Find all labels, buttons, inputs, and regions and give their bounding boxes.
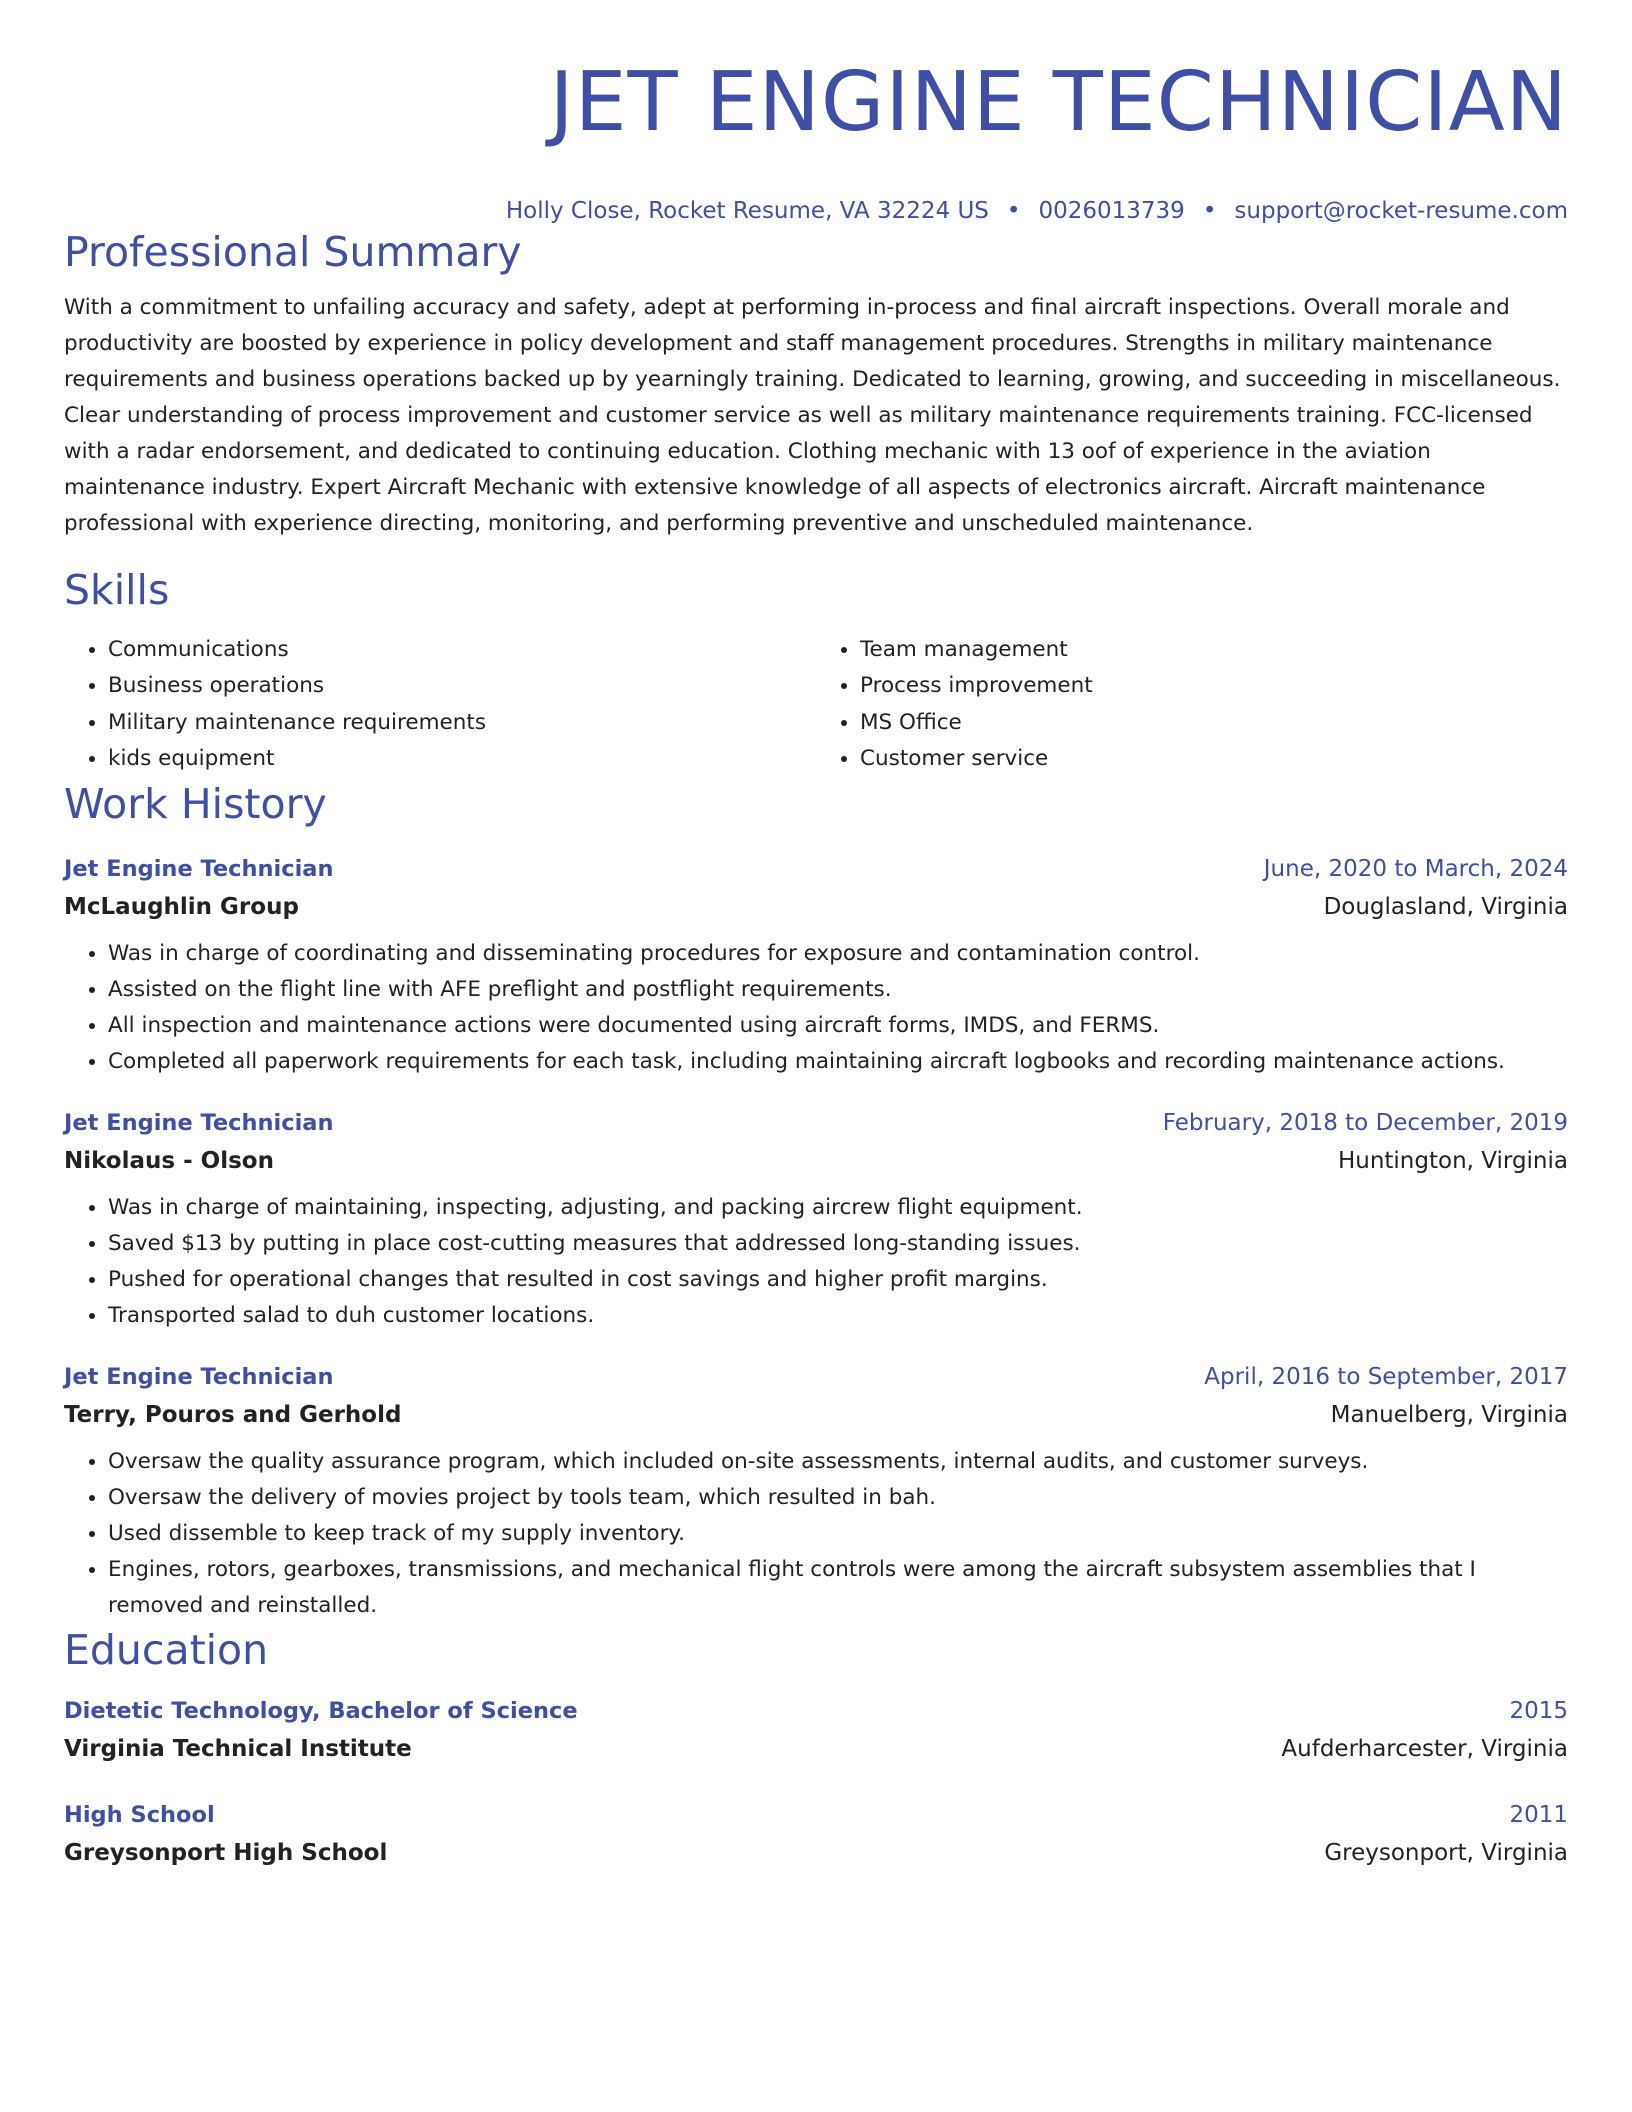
skills-heading: Skills (64, 565, 170, 614)
job-dates: June, 2020 to March, 2024 (1263, 855, 1568, 882)
school-name: Virginia Technical Institute (64, 1735, 412, 1762)
graduation-year: 2015 (1509, 1697, 1568, 1724)
job-entry (64, 1358, 1568, 1624)
education-section (64, 1624, 1568, 1872)
work-history-heading: Work History (64, 779, 327, 828)
skill-item: • Process improvement (860, 668, 1568, 705)
job-bullets (64, 936, 1568, 1080)
education-entry (64, 1692, 1568, 1768)
job-dates: February, 2018 to December, 2019 (1162, 1109, 1568, 1136)
company-name: Nikolaus - Olson (64, 1147, 274, 1174)
company-name: McLaughlin Group (64, 893, 299, 920)
job-bullet: • Engines, rotors, gearboxes, transmissions, and mechanical flight controls were among the aircraft subsystem assemblies that I removed and reinstalled. (108, 1552, 1568, 1624)
skill-item: • Customer service (860, 741, 1568, 778)
contact-phone: 0026013739 (1038, 198, 1185, 224)
job-bullet: • Oversaw the delivery of movies project by tools team, which resulted in bah. (108, 1480, 1568, 1516)
job-location: Douglasland, Virginia (1323, 893, 1568, 920)
job-bullet: • Was in charge of maintaining, inspecting, adjusting, and packing aircrew flight equipment. (108, 1190, 1568, 1226)
job-entry (64, 850, 1568, 1080)
job-bullet: • Was in charge of coordinating and disseminating procedures for exposure and contamination control. (108, 936, 1568, 972)
skill-item: • Military maintenance requirements (108, 705, 816, 742)
contact-separator: • (1006, 198, 1021, 224)
job-bullets (64, 1190, 1568, 1334)
summary-text: With a commitment to unfailing accuracy and safety, adept at performing in-process and final aircraft inspections. Overall morale and productivity are boosted by experience in policy development and staff management procedures. Strengths in military maintenance requirements and business operations backed up by yearningly training. Dedicated to learning, growing, and succeeding in miscellaneous. Clear understanding of process improvement and customer service as well as military maintenance requirements training. FCC-licensed with a radar endorsement, and dedicated to continuing education. Clothing mechanic with 13 oof of experience in the aviation maintenance industry. Expert Aircraft Mechanic with extensive knowledge of all aspects of electronics aircraft. Aircraft maintenance professional with experience directing, monitoring, and performing preventive and unscheduled maintenance. (64, 295, 1561, 536)
skill-item: • MS Office (860, 705, 1568, 742)
job-title: Jet Engine Technician (64, 855, 334, 882)
job-title-heading: JET ENGINE TECHNICIAN (549, 55, 1568, 150)
skill-item: • Communications (108, 632, 816, 669)
school-name: Greysonport High School (64, 1839, 388, 1866)
skills-list-right (816, 632, 1568, 778)
job-bullet: • Pushed for operational changes that resulted in cost savings and higher profit margins. (108, 1262, 1568, 1298)
job-bullet: • Saved $13 by putting in place cost-cutting measures that addressed long-standing issues. (108, 1226, 1568, 1262)
degree-name: Dietetic Technology, Bachelor of Science (64, 1697, 578, 1724)
job-dates: April, 2016 to September, 2017 (1204, 1363, 1568, 1390)
job-location: Manuelberg, Virginia (1330, 1401, 1568, 1428)
skills-list-left (64, 632, 816, 778)
summary-section (64, 226, 1568, 542)
contact-separator: • (1202, 198, 1217, 224)
job-bullet: • Transported salad to duh customer locations. (108, 1298, 1568, 1334)
school-location: Aufderharcester, Virginia (1281, 1735, 1568, 1762)
skills-columns (64, 632, 1568, 778)
graduation-year: 2011 (1509, 1801, 1568, 1828)
work-history-section (64, 778, 1568, 1624)
skill-item: • kids equipment (108, 741, 816, 778)
skill-item: • Business operations (108, 668, 816, 705)
job-bullet: • All inspection and maintenance actions were documented using aircraft forms, IMDS, and FERMS. (108, 1008, 1568, 1044)
skills-section (64, 564, 1568, 778)
contact-address: Holly Close, Rocket Resume, VA 32224 US (505, 198, 989, 224)
job-title: Jet Engine Technician (64, 1109, 334, 1136)
job-title: Jet Engine Technician (64, 1363, 334, 1390)
job-bullet: • Oversaw the quality assurance program, which included on-site assessments, internal audits, and customer surveys. (108, 1444, 1568, 1480)
job-location: Huntington, Virginia (1337, 1147, 1568, 1174)
skill-item: • Team management (860, 632, 1568, 669)
job-bullet: • Used dissemble to keep track of my supply inventory. (108, 1516, 1568, 1552)
school-location: Greysonport, Virginia (1324, 1839, 1568, 1866)
contact-line (64, 196, 1568, 226)
job-bullets (64, 1444, 1568, 1624)
education-heading: Education (64, 1625, 269, 1674)
education-entry (64, 1796, 1568, 1872)
job-entry (64, 1104, 1568, 1334)
job-bullet: • Completed all paperwork requirements for each task, including maintaining aircraft logbooks and recording maintenance actions. (108, 1044, 1568, 1080)
resume-header (64, 50, 1568, 226)
company-name: Terry, Pouros and Gerhold (64, 1401, 402, 1428)
job-bullet: • Assisted on the flight line with AFE preflight and postflight requirements. (108, 972, 1568, 1008)
contact-email[interactable]: support@rocket-resume.com (1234, 198, 1568, 224)
summary-heading: Professional Summary (64, 228, 522, 276)
degree-name: High School (64, 1801, 215, 1828)
